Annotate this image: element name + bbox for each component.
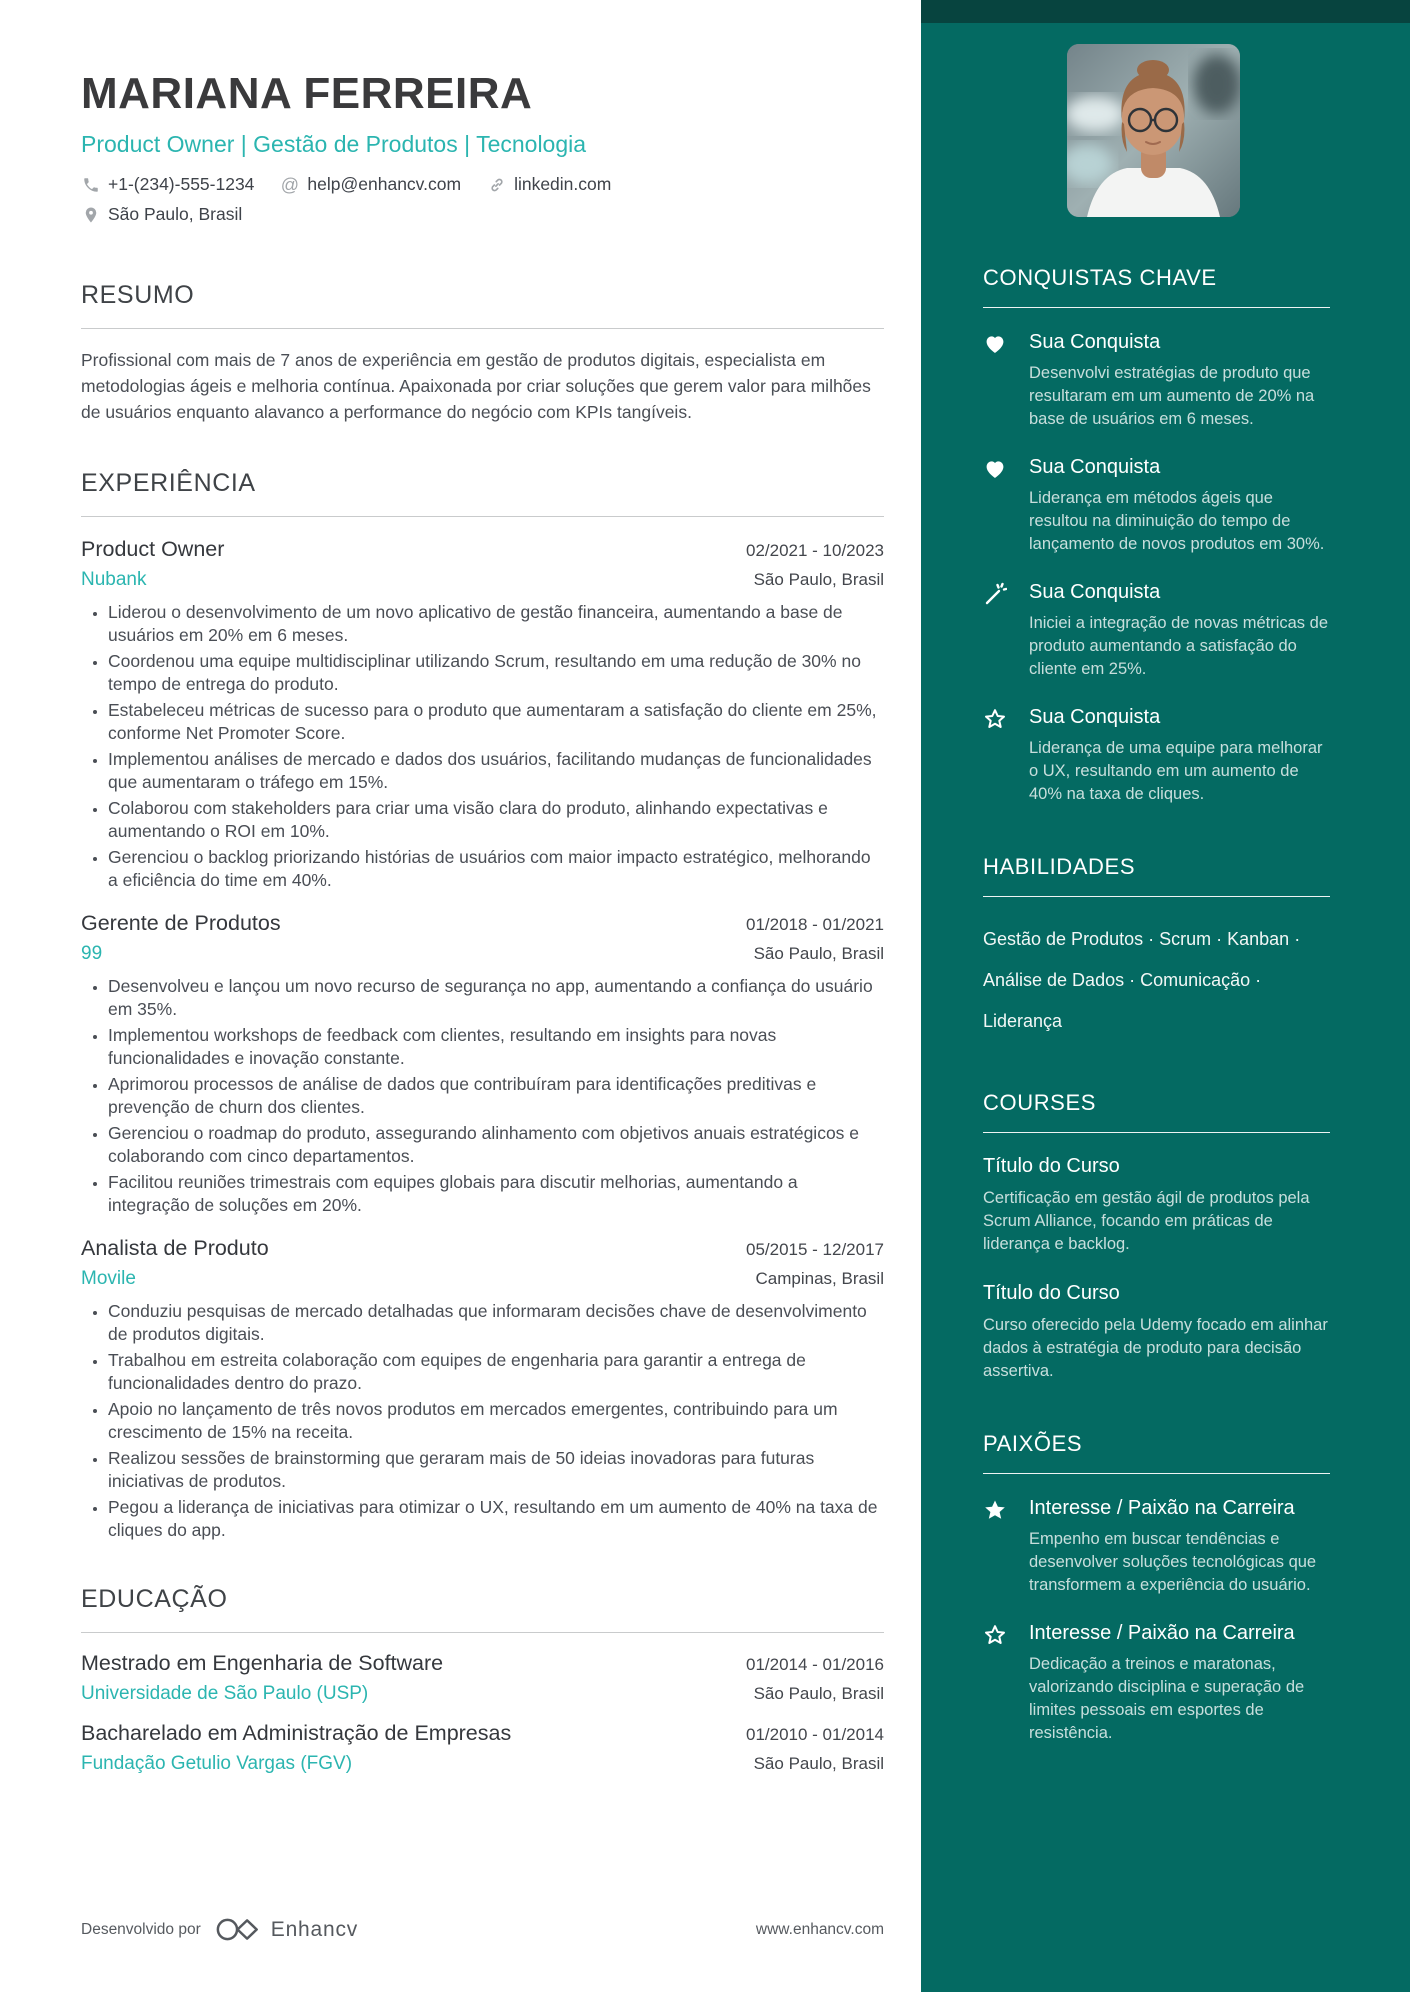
education-section	[81, 1585, 884, 1775]
achievement-text: Desenvolvi estratégias de produto que resultaram em um aumento de 20% na base de usuários em 6 meses.	[1029, 364, 1315, 428]
job-location: São Paulo, Brasil	[753, 570, 884, 589]
skills-section	[983, 854, 1330, 1042]
job-bullet: • Trabalhou em estreita colaboração com equipes de engenharia para garantir a entrega de funcionalidades dentro do prazo.	[108, 1349, 884, 1394]
job-title: Analista de Produto	[81, 1236, 269, 1260]
powered-by-text: Desenvolvido por	[81, 1920, 201, 1938]
job-bullet: • Colaborou com stakeholders para criar uma visão clara do produto, alinhando expectativas e aumentando o ROI em 10%.	[108, 797, 884, 842]
achievement-text: Iniciei a integração de novas métricas de produto aumentando a satisfação do cliente em 25%.	[1029, 614, 1328, 678]
degree-school: Universidade de São Paulo (USP)	[81, 1683, 369, 1704]
passion-title: Interesse / Paixão na Carreira	[1029, 1622, 1295, 1644]
phone-number[interactable]: +1-(234)-555-1234	[108, 174, 255, 194]
job-bullet: • Apoio no lançamento de três novos produtos em mercados emergentes, contribuindo para um crescimento de 15% na receita.	[108, 1398, 884, 1443]
courses-list	[983, 1155, 1330, 1383]
achievement-item	[983, 455, 1330, 556]
achievement-title: Sua Conquista	[1029, 456, 1161, 478]
course-item	[983, 1282, 1330, 1383]
passion-item	[983, 1496, 1330, 1597]
job-date: 02/2021 - 10/2023	[745, 541, 884, 560]
job-bullet: • Facilitou reuniões trimestrais com equipes globais para discutir melhorias, aumentando a integração de soluções em 20%.	[108, 1171, 884, 1216]
degree-location: São Paulo, Brasil	[753, 1754, 884, 1773]
achievement-text: Liderança em métodos ágeis que resultou na diminuição do tempo de lançamento de novos produtos em 30%.	[1029, 489, 1325, 553]
experience-section	[81, 469, 884, 1541]
passions-heading: PAIXÕES	[983, 1431, 1330, 1474]
skill-item: Gestão de Produtos ·	[983, 929, 1160, 949]
achievement-icon	[983, 705, 1029, 806]
course-text: Certificação em gestão ágil de produtos pela Scrum Alliance, focando em práticas de liderança e backlog.	[983, 1189, 1310, 1253]
job-bullet: • Gerenciou o roadmap do produto, assegurando alinhamento com objetivos anuais estratégicos e colaborando com cinco departamentos.	[108, 1122, 884, 1167]
contact-row	[81, 174, 884, 195]
person-name: MARIANA FERREIRA	[81, 69, 533, 118]
sidebar	[921, 0, 1410, 1992]
contact-block	[81, 174, 884, 225]
achievement-text: Liderança de uma equipe para melhorar o UX, resultando em um aumento de 40% na taxa de cliques.	[1029, 739, 1323, 803]
achievement-icon	[983, 330, 1029, 431]
passions-list	[983, 1496, 1330, 1745]
job-bullet: • Implementou análises de mercado e dados dos usuários, facilitando mudanças de funcionalidades que aumentaram o tráfego em 15%.	[108, 748, 884, 793]
job-entry	[81, 1236, 884, 1541]
job-entry	[81, 911, 884, 1216]
location-item	[81, 204, 242, 225]
courses-heading: COURSES	[983, 1090, 1330, 1133]
job-bullet: • Aprimorou processos de análise de dados que contribuíram para identificações preditivas e prevenção de churn dos clientes.	[108, 1073, 884, 1118]
job-date: 01/2018 - 01/2021	[745, 915, 884, 934]
experience-heading: EXPERIÊNCIA	[81, 469, 884, 517]
job-location: São Paulo, Brasil	[753, 944, 884, 963]
passion-text: Dedicação a treinos e maratonas, valorizando disciplina e superação de limites pessoais em esportes de resistência.	[1029, 1655, 1305, 1742]
skills-heading: HABILIDADES	[983, 854, 1330, 897]
achievement-icon	[983, 580, 1029, 681]
job-bullet: • Pegou a liderança de iniciativas para otimizar o UX, resultando em um aumento de 40% na taxa de cliques do app.	[108, 1496, 884, 1541]
experience-list	[81, 537, 884, 1541]
sidebar-top-strip	[921, 0, 1410, 23]
skill-item: Comunicação ·	[1140, 970, 1262, 990]
degree-entry	[81, 1721, 884, 1775]
passion-item	[983, 1621, 1330, 1745]
degree-title: Mestrado em Engenharia de Software	[81, 1651, 444, 1675]
resumo-heading: RESUMO	[81, 281, 884, 329]
education-list	[81, 1651, 884, 1775]
link-icon	[487, 175, 506, 194]
skill-item: Liderança	[983, 1011, 1063, 1031]
achievements-heading: CONQUISTAS CHAVE	[983, 265, 1330, 308]
achievements-section	[983, 265, 1330, 806]
courses-section	[983, 1090, 1330, 1383]
passion-icon	[983, 1621, 1029, 1745]
job-bullets	[81, 1300, 884, 1541]
phone-icon	[81, 175, 100, 194]
degree-entry	[81, 1651, 884, 1705]
passions-section	[983, 1431, 1330, 1745]
course-text: Curso oferecido pela Udemy focado em alinhar dados à estratégia de produto para decisão assertiva.	[983, 1316, 1328, 1380]
job-date: 05/2015 - 12/2017	[745, 1240, 884, 1259]
enhancv-brand[interactable]: Enhancv	[270, 1917, 359, 1941]
job-bullet: • Estabeleceu métricas de sucesso para o produto que aumentaram a satisfação do cliente em 25%, conforme Net Promoter Score.	[108, 699, 884, 744]
job-bullet: • Implementou workshops de feedback com clientes, resultando em insights para novas funcionalidades e inovação constante.	[108, 1024, 884, 1069]
email-item	[280, 174, 461, 195]
job-company: Nubank	[81, 569, 147, 590]
job-title: Gerente de Produtos	[81, 911, 281, 935]
job-bullets	[81, 601, 884, 891]
job-bullet: • Liderou o desenvolvimento de um novo aplicativo de gestão financeira, aumentando a base de usuários em 20% em 6 meses.	[108, 601, 884, 646]
degree-school: Fundação Getulio Vargas (FGV)	[81, 1753, 353, 1774]
summary-text: Profissional com mais de 7 anos de experiência em gestão de produtos digitais, especialista em metodologias ágeis e melhoria contínua. Apaixonada por criar soluções que gerem valor para milhões de usuários enquanto alavanco a performance do negócio com KPIs tangíveis.	[81, 350, 871, 422]
at-icon: @	[280, 174, 300, 195]
job-bullet: • Desenvolveu e lançou um novo recurso de segurança no app, aumentando a confiança do usuário em 35%.	[108, 975, 884, 1020]
phone-item	[81, 174, 254, 195]
profile-photo	[1067, 44, 1240, 217]
skill-item: Kanban ·	[1227, 929, 1301, 949]
person-headline: Product Owner | Gestão de Produtos | Tecnologia	[81, 131, 587, 157]
job-bullet: • Gerenciou o backlog priorizando histórias de usuários com maior impacto estratégico, melhorando a eficiência do time em 40%.	[108, 846, 884, 891]
course-item	[983, 1155, 1330, 1256]
achievement-title: Sua Conquista	[1029, 706, 1161, 728]
passion-icon	[983, 1496, 1029, 1597]
enhancv-url[interactable]: www.enhancv.com	[755, 1920, 884, 1938]
degree-location: São Paulo, Brasil	[753, 1684, 884, 1703]
achievement-item	[983, 330, 1330, 431]
email-address[interactable]: help@enhancv.com	[307, 174, 462, 194]
footer	[81, 1916, 884, 1943]
resumo-section	[81, 281, 884, 425]
achievement-title: Sua Conquista	[1029, 331, 1161, 353]
location-text: São Paulo, Brasil	[108, 204, 243, 224]
contact-row-2	[81, 204, 884, 225]
job-company: 99	[81, 943, 103, 964]
degree-date: 01/2010 - 01/2014	[745, 1725, 884, 1744]
skill-item: Scrum ·	[1159, 929, 1228, 949]
achievement-item	[983, 705, 1330, 806]
achievement-item	[983, 580, 1330, 681]
link-item	[487, 174, 611, 195]
job-company: Movile	[81, 1268, 136, 1289]
job-bullet: • Realizou sessões de brainstorming que geraram mais de 50 ideias inovadoras para futuras iniciativas de produtos.	[108, 1447, 884, 1492]
course-title: Título do Curso	[983, 1155, 1120, 1177]
education-heading: EDUCAÇÃO	[81, 1585, 884, 1633]
degree-title: Bacharelado em Administração de Empresas	[81, 1721, 512, 1745]
achievement-icon	[983, 455, 1029, 556]
skill-item: Análise de Dados ·	[983, 970, 1141, 990]
linkedin-link[interactable]: linkedin.com	[514, 174, 612, 194]
achievement-title: Sua Conquista	[1029, 581, 1161, 603]
achievements-list	[983, 330, 1330, 806]
passion-text: Empenho em buscar tendências e desenvolver soluções tecnológicas que transformem a experiência do usuário.	[1029, 1530, 1317, 1594]
passion-title: Interesse / Paixão na Carreira	[1029, 1497, 1295, 1519]
job-bullet: • Coordenou uma equipe multidisciplinar utilizando Scrum, resultando em uma redução de 30% no tempo de entrega do produto.	[108, 650, 884, 695]
job-bullets	[81, 975, 884, 1216]
skills-list	[983, 919, 1330, 1042]
job-location: Campinas, Brasil	[755, 1269, 884, 1288]
job-bullet: • Conduziu pesquisas de mercado detalhadas que informaram decisões chave de desenvolvimento de produtos digitais.	[108, 1300, 884, 1345]
job-title: Product Owner	[81, 537, 225, 561]
location-pin-icon	[81, 205, 100, 224]
enhancv-logo-icon	[215, 1916, 261, 1943]
course-title: Título do Curso	[983, 1282, 1120, 1304]
job-entry	[81, 537, 884, 891]
degree-date: 01/2014 - 01/2016	[745, 1655, 884, 1674]
